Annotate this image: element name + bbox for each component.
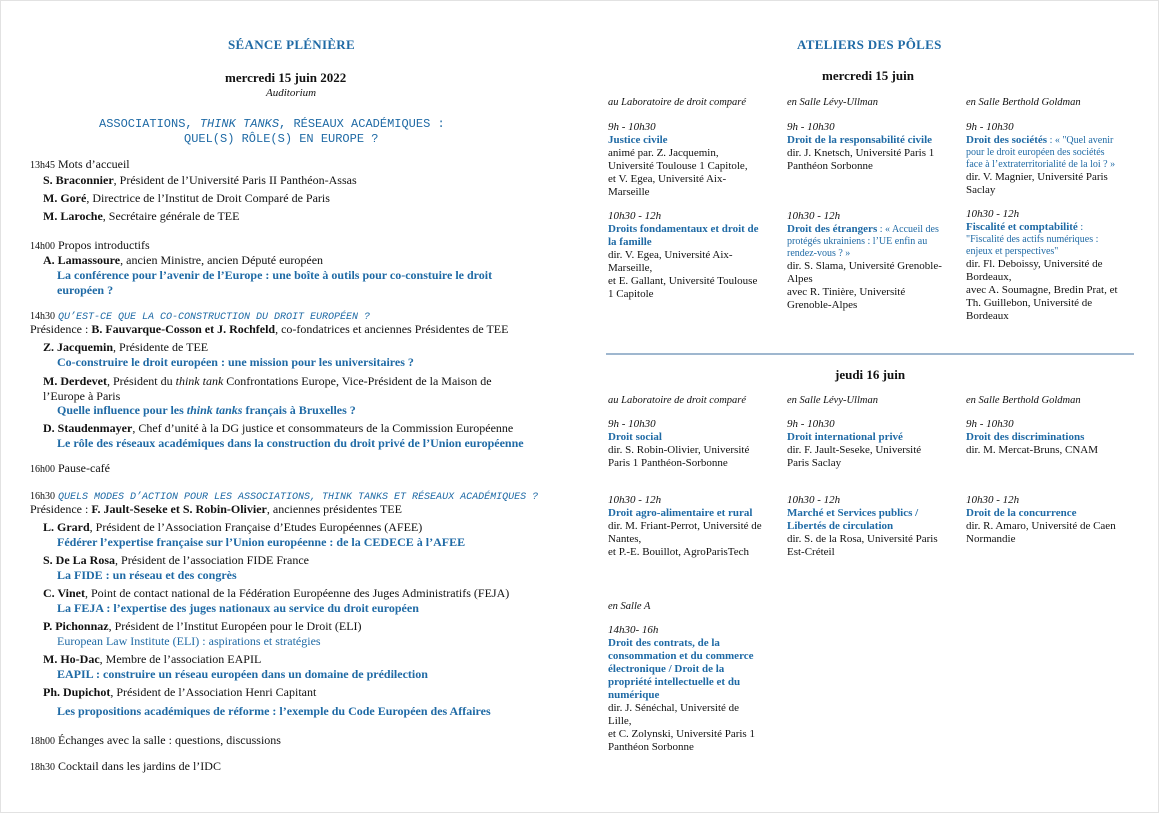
speaker-role: , Président de l’Association Henri Capitant: [110, 685, 317, 699]
session2-talk-1: Fédérer l’expertise française sur l’Union européenne : de la CEDECE à l’AFEE: [57, 535, 466, 549]
ws-title: Droit des discriminations: [966, 431, 1085, 443]
speaker-role: , Directrice de l’Institut de Droit Comparé de Paris: [86, 191, 330, 205]
ws-body-line: Université Toulouse 1 Capitole,: [608, 160, 748, 172]
ws-body-line: Bordeaux,: [966, 271, 1012, 283]
workshop-droits-fondamentaux: [608, 210, 776, 301]
ws-time: 10h30 - 12h: [966, 208, 1020, 220]
cocktail-time: 18h30: [30, 762, 55, 773]
ws-time: 10h30 - 12h: [966, 494, 1020, 506]
ws-body-line: dir. M. Friant-Perrot, Université de: [608, 520, 762, 532]
loc-goldman-day1: en Salle Berthold Goldman: [966, 97, 1081, 108]
ws-body-line: Alpes: [787, 273, 813, 285]
speaker-role: , Membre de l’association EAPIL: [99, 652, 262, 666]
ws-subtitle: : « Accueil des: [877, 224, 939, 235]
session2-chairs: [30, 502, 402, 517]
session2-talk-5: EAPIL : construire un réseau européen dans un domaine de prédilection: [57, 667, 428, 681]
ws-body-line: Nantes,: [608, 533, 642, 545]
welcome-speaker-1: [43, 173, 357, 188]
loc-levy-day1: en Salle Lévy-Ullman: [787, 97, 878, 108]
speaker-role: , Secrétaire générale de TEE: [102, 209, 240, 223]
ws-subtitle: : « "Quel avenir: [1047, 135, 1114, 146]
ws-title: Droit des sociétés: [966, 134, 1048, 146]
session2-talk-3: La FEJA : l’expertise des juges nationaux au service du droit européen: [57, 601, 419, 615]
ws-title: consommation et du commerce: [608, 650, 754, 662]
welcome-time: 13h45: [30, 160, 55, 171]
intro-row: [30, 238, 150, 254]
ws-body-line: Normandie: [966, 533, 1016, 545]
speaker-role: , ancien Ministre, ancien Député européen: [120, 253, 324, 267]
speaker-role: , Président de l’association FIDE France: [115, 553, 309, 567]
ws-body-line: dir. S. Slama, Université Grenoble-: [787, 260, 942, 272]
welcome-row: [30, 157, 130, 173]
ws-body-line: et P.-E. Bouillot, AgroParisTech: [608, 546, 749, 558]
ws-subtitle: pour le droit européen des sociétés: [966, 147, 1105, 158]
ws-body-line: dir. J. Knetsch, Université Paris 1: [787, 147, 935, 159]
intro-label: Propos introductifs: [58, 238, 150, 252]
ws-body-line: dir. J. Sénéchal, Université de: [608, 702, 740, 714]
speaker-name: S. Braconnier: [43, 173, 114, 187]
ws-title: numérique: [608, 689, 660, 701]
speaker-role-tt: think tank: [175, 374, 224, 388]
ws-time: 10h30 - 12h: [787, 210, 841, 222]
ws-time: 9h - 10h30: [966, 121, 1014, 133]
welcome-speaker-3: [43, 209, 239, 224]
session1-talk-3: Le rôle des réseaux académiques dans la construction du droit privé de l’Union européenne: [57, 436, 524, 450]
ws-title: électronique / Droit de la: [608, 663, 725, 675]
ws-body-line: Panthéon Sorbonne: [608, 741, 694, 753]
session1-speaker-2-line2: l’Europe à Paris: [43, 389, 121, 403]
session2-speaker-2: [43, 553, 309, 568]
intro-speaker: [43, 253, 323, 268]
chair-label: Présidence :: [30, 502, 92, 516]
speaker-name: M. Derdevet: [43, 374, 107, 388]
plenary-venue: Auditorium: [266, 87, 317, 99]
ws-title: Droit agro-alimentaire et rural: [608, 507, 753, 519]
chair-label: Présidence :: [30, 322, 92, 336]
chair-names: F. Jault-Seseke et S. Robin-Olivier: [91, 502, 267, 516]
speaker-role: , Point de contact national de la Fédération Européenne des Juges Administratifs (FEJA): [85, 586, 510, 600]
session1-talk-2: [57, 403, 356, 418]
break-row: [30, 461, 110, 477]
workshops-title: ATELIERS DES PÔLES: [797, 37, 942, 52]
ws-body-line: Bordeaux: [966, 310, 1009, 322]
day-divider: [606, 353, 1134, 355]
workshop-droit-contrats: [608, 624, 776, 754]
session1-speaker-3: [43, 421, 513, 436]
speaker-name: M. Laroche: [43, 209, 103, 223]
workshop-droit-social: [608, 418, 776, 470]
ws-time: 9h - 10h30: [966, 418, 1014, 430]
session2-title: QUELS MODES D’ACTION POUR LES ASSOCIATIONS, THINK TANKS ET RÉSEAUX ACADÉMIQUES ?: [58, 492, 539, 503]
ws-body-line: dir. V. Magnier, Université Paris: [966, 171, 1108, 183]
break-time: 16h00: [30, 464, 55, 475]
speaker-name: S. De La Rosa: [43, 553, 116, 567]
ws-body-line: Lille,: [608, 715, 632, 727]
ws-body-line: dir. Fl. Deboissy, Université de: [966, 258, 1103, 270]
session2-talk-2: La FIDE : un réseau et des congrès: [57, 568, 237, 582]
cocktail-label: Cocktail dans les jardins de l’IDC: [58, 759, 221, 773]
ws-title: Libertés de circulation: [787, 520, 894, 532]
session2-talk-6: Les propositions académiques de réforme : l’exemple du Code Européen des Affaires: [57, 704, 491, 718]
loc-lab-day1: au Laboratoire de droit comparé: [608, 97, 747, 108]
ws-body-line: Marseille: [608, 186, 650, 198]
ws-body-line: dir. M. Mercat-Bruns, CNAM: [966, 444, 1098, 456]
plenary-heading-line2: QUEL(S) RÔLE(S) EN EUROPE ?: [184, 132, 379, 146]
heading-part-c: , RÉSEAUX ACADÉMIQUES :: [279, 117, 445, 131]
speaker-name: M. Ho-Dac: [43, 652, 100, 666]
ws-time: 10h30 - 12h: [608, 494, 662, 506]
ws-body-line: Grenoble-Alpes: [787, 299, 858, 311]
workshop-marche-services-publics: [787, 494, 955, 559]
break-label: Pause-café: [58, 461, 110, 475]
workshops-day2: jeudi 16 juin: [835, 367, 906, 382]
loc-lab-day2: au Laboratoire de droit comparé: [608, 395, 747, 406]
ws-body-line: Paris 1 Panthéon-Sorbonne: [608, 457, 728, 469]
chair-role: , anciennes présidentes TEE: [266, 502, 402, 516]
ws-body-line: avec A. Soumagne, Bredin Prat, et: [966, 284, 1118, 296]
speaker-name: Z. Jacquemin: [43, 340, 114, 354]
session2-speaker-3: [43, 586, 509, 601]
session1-time: 14h30: [30, 311, 55, 322]
welcome-label: Mots d’accueil: [58, 157, 130, 171]
speaker-role-a: , Président du: [106, 374, 176, 388]
ws-subtitle: enjeux et perspectives": [966, 246, 1059, 257]
session2-speaker-5: [43, 652, 261, 667]
ws-title: Marché et Services publics /: [787, 507, 919, 519]
talk-part-tt: think tanks: [186, 403, 243, 417]
ws-body-line: Paris Saclay: [787, 457, 842, 469]
session2-speaker-1: [43, 520, 422, 535]
ws-body-line: Th. Guillebon, Université de: [966, 297, 1093, 309]
session2-talk-4: European Law Institute (ELI) : aspirations et stratégies: [57, 634, 321, 648]
ws-body-line: dir. S. Robin-Olivier, Université: [608, 444, 750, 456]
ws-body-line: animé par. Z. Jacquemin,: [608, 147, 719, 159]
ws-title: Droit de la responsabilité civile: [787, 134, 933, 146]
ws-body-line: dir. S. de la Rosa, Université Paris: [787, 533, 938, 545]
ws-body-line: et C. Zolynski, Université Paris 1: [608, 728, 755, 740]
workshop-agro-alimentaire: [608, 494, 776, 559]
speaker-role: , Président de l’Université Paris II Panthéon-Assas: [113, 173, 357, 187]
speaker-name: L. Grard: [43, 520, 90, 534]
ws-subtitle: face à l’extraterritorialité de la loi ? »: [966, 159, 1116, 170]
ws-body-line: Marseille,: [608, 262, 653, 274]
loc-salle-a: en Salle A: [608, 601, 651, 612]
workshop-discriminations: [966, 418, 1134, 457]
exchanges-row: [30, 733, 281, 749]
workshop-droit-societes: [966, 121, 1134, 197]
ws-title: Droit de la concurrence: [966, 507, 1077, 519]
ws-title: Droit des étrangers: [787, 223, 878, 235]
ws-subtitle: "Fiscalité des actifs numériques :: [966, 234, 1099, 245]
session1-speaker-1: [43, 340, 208, 355]
ws-title: Justice civile: [608, 134, 668, 146]
talk-part-b: français à Bruxelles ?: [242, 403, 356, 417]
ws-subtitle: :: [1077, 222, 1084, 233]
loc-levy-day2: en Salle Lévy-Ullman: [787, 395, 878, 406]
ws-time: 9h - 10h30: [787, 121, 835, 133]
talk-part-a: Quelle influence pour les: [57, 403, 187, 417]
ws-title: Fiscalité et comptabilité: [966, 221, 1078, 233]
ws-time: 9h - 10h30: [608, 418, 656, 430]
speaker-name: D. Staudenmayer: [43, 421, 133, 435]
ws-body-line: dir. F. Jault-Seseke, Université: [787, 444, 922, 456]
session1-talk-1: Co-construire le droit européen : une mission pour les universitaires ?: [57, 355, 414, 369]
workshop-fiscalite: [966, 208, 1134, 323]
ws-time: 9h - 10h30: [787, 418, 835, 430]
ws-title: Droits fondamentaux et droit de: [608, 223, 759, 235]
intro-talk-line1: La conférence pour l’avenir de l’Europe : une boîte à outils pour co-constuire le droit: [57, 268, 493, 282]
ws-body-line: et V. Egea, Université Aix-: [608, 173, 727, 185]
speaker-name: A. Lamassoure: [43, 253, 121, 267]
speaker-name: M. Goré: [43, 191, 87, 205]
workshop-concurrence: [966, 494, 1134, 546]
ws-body-line: Saclay: [966, 184, 996, 196]
cocktail-row: [30, 759, 221, 775]
speaker-role: , Présidente de TEE: [113, 340, 209, 354]
ws-time: 9h - 10h30: [608, 121, 656, 133]
speaker-name: C. Vinet: [43, 586, 85, 600]
session2-time: 16h30: [30, 491, 55, 502]
chair-names: B. Fauvarque-Cosson et J. Rochfeld: [91, 322, 276, 336]
ws-body-line: dir. V. Egea, Université Aix-: [608, 249, 733, 261]
plenary-title: SÉANCE PLÉNIÈRE: [228, 37, 355, 52]
speaker-role: , Président de l’Institut Européen pour le Droit (ELI): [108, 619, 362, 633]
exchanges-time: 18h00: [30, 736, 55, 747]
session2-speaker-4: [43, 619, 362, 634]
ws-title: Droit international privé: [787, 431, 903, 443]
loc-goldman-day2: en Salle Berthold Goldman: [966, 395, 1081, 406]
speaker-name: Ph. Dupichot: [43, 685, 111, 699]
session1-chairs: [30, 322, 508, 337]
workshop-responsabilite-civile: [787, 121, 955, 173]
exchanges-label: Échanges avec la salle : questions, discussions: [58, 733, 281, 747]
chair-role: , co-fondatrices et anciennes Présidentes de TEE: [275, 322, 509, 336]
speaker-role: , Président de l’Association Française d’Etudes Européennes (AFEE): [89, 520, 423, 534]
heading-part-a: ASSOCIATIONS,: [99, 117, 193, 131]
speaker-role-b: Confrontations Europe, Vice-Président de la Maison de: [223, 374, 492, 388]
heading-part-think-tanks: THINK TANKS: [199, 117, 280, 131]
workshop-droit-etrangers: [787, 210, 955, 312]
ws-subtitle: rendez-vous ? »: [787, 248, 851, 259]
speaker-name: P. Pichonnaz: [43, 619, 109, 633]
session2-speaker-6: [43, 685, 316, 700]
ws-subtitle: protégés ukrainiens : l’UE enfin au: [787, 236, 928, 247]
ws-body-line: dir. R. Amaro, Université de Caen: [966, 520, 1116, 532]
ws-body-line: Est-Créteil: [787, 546, 835, 558]
plenary-heading-line1: [99, 116, 445, 132]
ws-body-line: avec R. Tinière, Université: [787, 286, 906, 298]
ws-title: propriété intellectuelle et du: [608, 676, 741, 688]
ws-time: 14h30- 16h: [608, 624, 659, 636]
workshops-day1: mercredi 15 juin: [822, 68, 914, 83]
ws-body-line: 1 Capitole: [608, 288, 654, 300]
workshop-justice-civile: [608, 121, 776, 199]
speaker-role: , Chef d’unité à la DG justice et consommateurs de la Commission Européenne: [132, 421, 514, 435]
session1-speaker-2: [43, 374, 492, 389]
ws-title: la famille: [608, 236, 652, 248]
session1-title: QU’EST-CE QUE LA CO-CONSTRUCTION DU DROIT EUROPÉEN ?: [58, 312, 371, 323]
ws-title: Droit social: [608, 431, 662, 443]
ws-time: 10h30 - 12h: [608, 210, 662, 222]
intro-time: 14h00: [30, 241, 55, 252]
plenary-date: mercredi 15 juin 2022: [225, 70, 347, 85]
workshop-droit-international-prive: [787, 418, 955, 470]
intro-talk-line2: européen ?: [57, 283, 114, 297]
ws-time: 10h30 - 12h: [787, 494, 841, 506]
ws-title: Droit des contrats, de la: [608, 637, 720, 649]
ws-body-line: et E. Gallant, Université Toulouse: [608, 275, 758, 287]
ws-body-line: Panthéon Sorbonne: [787, 160, 873, 172]
welcome-speaker-2: [43, 191, 330, 206]
